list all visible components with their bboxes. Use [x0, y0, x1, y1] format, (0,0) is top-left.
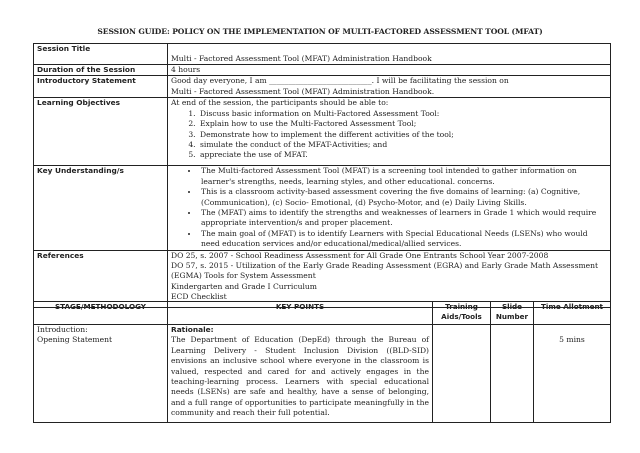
key-understanding-item: • The (MFAT) aims to identify the strengths and weaknesses of learners in Grade 1 which would require appropriate intervention/s and proper placement.	[199, 208, 607, 229]
reference-item: DO 57, s. 2015 - Utilization of the Early Grade Reading Assessment (EGRA) and Early Grade Math Assessment (EGMA) Tools for System Assessment	[171, 261, 599, 281]
objective-item: 1. Discuss basic information on Multi-Factored Assessment Tool:	[198, 109, 607, 119]
label-objectives: Learning Objectives	[34, 98, 168, 166]
header-stage: STAGE/METHODOLOGY	[34, 302, 168, 325]
row-key-understanding	[34, 166, 611, 250]
value-intro	[168, 76, 611, 98]
value-key-understanding	[168, 166, 611, 250]
row-intro	[34, 76, 611, 98]
value-duration: 4 hours	[168, 65, 611, 76]
intro-line-1: Good day everyone, I am ___________________________. I will be facilitating the session on	[171, 76, 509, 86]
rationale-heading: Rationale:	[171, 325, 214, 334]
objectives-lead: At end of the session, the participants should be able to:	[171, 98, 389, 108]
row-duration	[34, 65, 611, 76]
row-references	[34, 250, 611, 307]
label-session-title: Session Title	[34, 44, 168, 65]
methodology-row	[34, 325, 611, 423]
objective-item: 3. Demonstrate how to implement the different activities of the tool;	[198, 130, 607, 140]
value-objectives	[168, 98, 611, 166]
slide-number-cell	[491, 325, 534, 423]
time-allotment-cell: 5 mins	[534, 325, 611, 423]
objective-item: 4. simulate the conduct of the MFAT-Activities; and	[198, 140, 607, 150]
objective-item: 2. Explain how to use the Multi-Factored Assessment Tool;	[198, 119, 607, 129]
key-understanding-item: • The main goal of (MFAT) is to identify Learners with Special Educational Needs (LSENs) who would need education services and/or educational/medical/allied services.	[199, 229, 607, 250]
training-aids-cell	[433, 325, 491, 423]
label-key-understanding: Key Understanding/s	[34, 166, 168, 250]
objective-item: 5. appreciate the use of MFAT.	[198, 150, 607, 160]
value-session-title: Multi - Factored Assessment Tool (MFAT) Administration Handbook	[168, 44, 611, 65]
key-understanding-item: • This is a classroom activity-based assessment covering the five domains of learning: (a) Cognitive, (Communication), (c) Socio- Emotional, (d) Psycho-Motor, and (e) Daily Living Skills.	[199, 187, 607, 208]
intro-line-2: Multi - Factored Assessment Tool (MFAT) Administration Handbook.	[171, 86, 435, 96]
row-session-title	[34, 44, 611, 65]
value-references	[168, 250, 611, 307]
methodology-table	[33, 301, 611, 423]
session-info-table	[33, 43, 611, 308]
stage-line-2: Opening Statement	[37, 335, 113, 345]
header-time-allotment: Time Allotment	[534, 302, 611, 325]
header-training-aids: Training Aids/Tools	[433, 302, 491, 325]
header-key-points: KEY POINTS	[168, 302, 433, 325]
key-understanding-list	[171, 166, 607, 249]
reference-item: DO 25, s. 2007 - School Readiness Assessment for All Grade One Entrants School Year 2007-2008	[171, 250, 549, 260]
methodology-header-row	[34, 302, 611, 325]
key-understanding-item: • The Multi-factored Assessment Tool (MFAT) is a screening tool intended to gather information on learner's strengths, needs, learning styles, and other educational. concerns.	[199, 166, 607, 187]
header-slide-number: Slide Number	[491, 302, 534, 325]
label-intro: Introductory Statement	[34, 76, 168, 98]
reference-item: ECD Checklist	[171, 292, 227, 302]
stage-line-1: Introduction:	[37, 325, 88, 334]
stage-cell	[34, 325, 168, 423]
key-points-cell	[168, 325, 433, 423]
row-objectives	[34, 98, 611, 166]
label-references: References	[34, 250, 168, 307]
document-title: SESSION GUIDE: POLICY ON THE IMPLEMENTATION OF MULTI-FACTORED ASSESSMENT TOOL (MFAT)	[97, 27, 543, 36]
label-duration: Duration of the Session	[34, 65, 168, 76]
reference-item: Kindergarten and Grade I Curriculum	[171, 281, 317, 291]
objectives-list	[171, 109, 607, 161]
rationale-text: The Department of Education (DepEd) through the Bureau of Learning Delivery - Student Inclusion Division ((BLD-SID) envisions an inclusive school where everyone in the classroom is valued, respected and cared for and actively engages in the teaching-learning process. Learners with special educational needs (LSENs) are safe and healthy, have a sense of belonging, and a full range of opportunities to participate meaningfully in the community and reach their full potential.	[171, 335, 429, 418]
